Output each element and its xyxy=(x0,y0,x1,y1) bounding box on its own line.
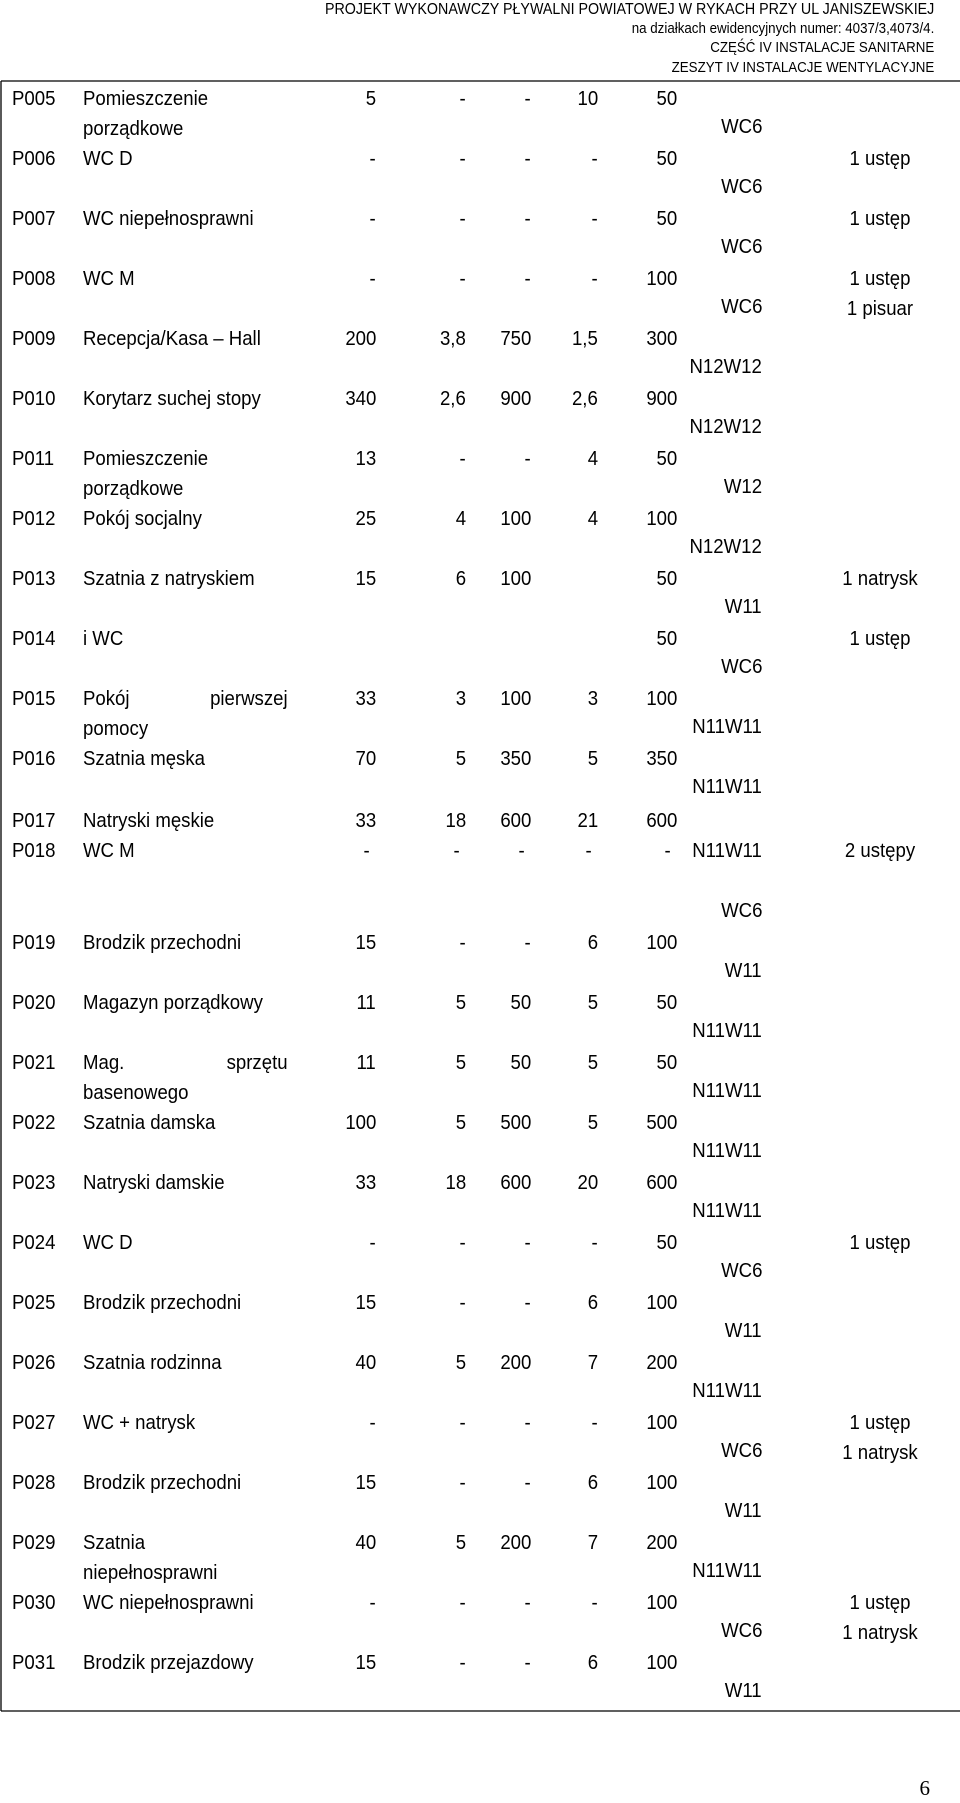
value-v5: 200 xyxy=(645,1532,677,1554)
value-v1: 13 xyxy=(355,448,376,470)
value-v2: 18 xyxy=(445,810,466,832)
value-v2: - xyxy=(459,1592,466,1614)
value-v5: 50 xyxy=(656,448,677,470)
value-v4: 2,6 xyxy=(572,388,598,410)
system-label: WC6 xyxy=(720,236,762,258)
room-name: Pomieszczenie xyxy=(83,88,209,110)
system-label: W11 xyxy=(725,1320,762,1342)
value-v1: - xyxy=(369,1412,376,1434)
value-v2: - xyxy=(459,1292,466,1314)
value-v1: - xyxy=(369,1232,376,1254)
value-v1: 5 xyxy=(365,88,376,110)
value-v4: 7 xyxy=(587,1352,598,1374)
room-id: P030 xyxy=(12,1592,56,1614)
value-v3: - xyxy=(524,1292,531,1314)
value-v3: - xyxy=(524,1592,531,1614)
room-name: Magazyn porządkowy xyxy=(83,992,263,1014)
value-v4: 3 xyxy=(587,688,598,710)
system-label: N11W11 xyxy=(692,1140,762,1162)
value-v5: 500 xyxy=(645,1112,677,1134)
system-label: WC6 xyxy=(720,900,762,922)
value-v4: - xyxy=(591,1412,598,1434)
value-v5: 50 xyxy=(656,1052,677,1074)
room-id: P007 xyxy=(12,208,56,230)
room-name: Szatnia xyxy=(83,1532,146,1554)
value-v1: - xyxy=(369,208,376,230)
fixture-note: 2 ustępy xyxy=(844,840,916,862)
header-parcel-line: na działkach ewidencyjnych numer: 4037/3,4073/4. xyxy=(631,20,934,37)
room-name: basenowego xyxy=(83,1082,189,1104)
value-v2: - xyxy=(459,448,466,470)
value-v2: 18 xyxy=(445,1172,466,1194)
room-name: pomocy xyxy=(83,718,149,740)
room-id: P020 xyxy=(12,992,56,1014)
value-v5: 100 xyxy=(645,1592,677,1614)
value-v2: - xyxy=(459,1652,466,1674)
value-v5: 50 xyxy=(656,88,677,110)
value-v3: 200 xyxy=(499,1352,531,1374)
value-v5: 100 xyxy=(645,1652,677,1674)
value-v1: 340 xyxy=(344,388,376,410)
value-v3: - xyxy=(524,148,531,170)
value-v4: - xyxy=(591,208,598,230)
value-v2: 5 xyxy=(455,1052,466,1074)
value-v3: - xyxy=(524,1232,531,1254)
room-id: P008 xyxy=(12,268,56,290)
page-number: 6 xyxy=(919,1776,930,1800)
value-v1: 15 xyxy=(355,1652,376,1674)
value-v3: 500 xyxy=(499,1112,531,1134)
room-id: P023 xyxy=(12,1172,56,1194)
system-label: N11W11 xyxy=(692,1200,762,1222)
value-v4: 6 xyxy=(587,1652,598,1674)
system-label: N11W11 xyxy=(692,716,762,738)
room-id: P027 xyxy=(12,1412,56,1434)
value-v2: 5 xyxy=(455,992,466,1014)
system-label: WC6 xyxy=(720,1260,762,1282)
value-v5: 100 xyxy=(645,268,677,290)
room-id: P031 xyxy=(12,1652,56,1674)
value-v4: 6 xyxy=(587,1472,598,1494)
value-dash: - xyxy=(585,840,592,862)
value-v5: 50 xyxy=(656,1232,677,1254)
fixture-note: 1 natrysk xyxy=(842,568,918,590)
value-v4: 7 xyxy=(587,1532,598,1554)
system-label: N12W12 xyxy=(689,536,762,558)
room-name: WC D xyxy=(83,148,133,170)
value-v3: 200 xyxy=(499,1532,531,1554)
value-v5: 100 xyxy=(645,1412,677,1434)
room-name: WC M xyxy=(83,268,135,290)
value-v2: - xyxy=(459,1412,466,1434)
value-v1: 100 xyxy=(344,1112,376,1134)
room-id: P009 xyxy=(12,328,56,350)
value-dash: - xyxy=(453,840,460,862)
value-v2: - xyxy=(459,1472,466,1494)
system-label: WC6 xyxy=(720,656,762,678)
value-v5: 50 xyxy=(656,628,677,650)
value-v1: 11 xyxy=(356,1052,376,1074)
room-name: Szatnia rodzinna xyxy=(83,1352,222,1374)
room-name: WC + natrysk xyxy=(83,1412,196,1434)
room-id: P018 xyxy=(12,840,56,862)
room-name: i WC xyxy=(83,628,124,650)
header-project-line: PROJEKT WYKONAWCZY PŁYWALNI POWIATOWEJ W RYKACH PRZY UL JANISZEWSKIEJ xyxy=(324,1,934,18)
system-label: N11W11 xyxy=(692,776,762,798)
value-dash: - xyxy=(518,840,525,862)
value-v2: - xyxy=(459,88,466,110)
room-name: Brodzik przechodni xyxy=(83,932,242,954)
value-dash: - xyxy=(664,840,671,862)
value-v1: 15 xyxy=(355,1472,376,1494)
system-label: W11 xyxy=(725,1500,762,1522)
value-v4: 1,5 xyxy=(572,328,598,350)
value-v5: 350 xyxy=(645,748,677,770)
value-v4: 21 xyxy=(577,810,598,832)
system-label: WC6 xyxy=(720,296,762,318)
value-v4: - xyxy=(591,268,598,290)
system-label: N11W11 xyxy=(692,1080,762,1102)
value-v5: 50 xyxy=(656,148,677,170)
fixture-note: 1 ustęp xyxy=(849,208,911,230)
room-id: P028 xyxy=(12,1472,56,1494)
value-v3: - xyxy=(524,932,531,954)
room-name: Natryski damskie xyxy=(83,1172,225,1194)
value-v4: - xyxy=(591,1592,598,1614)
room-name: Pokój socjalny xyxy=(83,508,202,530)
fixture-note: 1 pisuar xyxy=(846,298,914,320)
value-v3: - xyxy=(524,1652,531,1674)
room-name: Brodzik przechodni xyxy=(83,1292,242,1314)
value-v3: 900 xyxy=(499,388,531,410)
room-name: Szatnia męska xyxy=(83,748,205,770)
value-v2: 6 xyxy=(455,568,466,590)
value-v4: 5 xyxy=(587,1052,598,1074)
value-v1: 15 xyxy=(355,932,376,954)
value-v4: 5 xyxy=(587,748,598,770)
value-v2: 4 xyxy=(455,508,466,530)
value-v1: 200 xyxy=(344,328,376,350)
room-id: P010 xyxy=(12,388,56,410)
room-name: Pokój pierwszej xyxy=(83,688,288,710)
value-v5: 100 xyxy=(645,688,677,710)
value-v5: 100 xyxy=(645,508,677,530)
system-label: WC6 xyxy=(720,1620,762,1642)
value-v3: - xyxy=(524,1472,531,1494)
value-v2: 5 xyxy=(455,1352,466,1374)
room-name: Recepcja/Kasa – Hall xyxy=(83,328,261,350)
room-name: porządkowe xyxy=(83,118,184,140)
value-v1: 15 xyxy=(355,1292,376,1314)
system-label: W12 xyxy=(723,476,762,498)
value-v5: 100 xyxy=(645,932,677,954)
room-id: P022 xyxy=(12,1112,56,1134)
document-header xyxy=(325,0,934,78)
system-label: N11W11 xyxy=(692,840,762,862)
header-volume-line: ZESZYT IV INSTALACJE WENTYLACYJNE xyxy=(671,59,934,76)
room-id: P029 xyxy=(12,1532,56,1554)
system-label: WC6 xyxy=(720,116,762,138)
value-dash: - xyxy=(363,840,370,862)
room-id: P011 xyxy=(12,448,55,470)
room-id: P017 xyxy=(12,810,56,832)
value-v2: 5 xyxy=(455,1532,466,1554)
system-label: WC6 xyxy=(720,1440,762,1462)
fixture-note: 1 natrysk xyxy=(842,1442,918,1464)
fixture-note: 1 ustęp xyxy=(849,1232,911,1254)
value-v1: 40 xyxy=(355,1352,376,1374)
value-v2: 3 xyxy=(455,688,466,710)
value-v5: 50 xyxy=(656,208,677,230)
value-v2: - xyxy=(459,148,466,170)
room-id: P015 xyxy=(12,688,56,710)
value-v2: 5 xyxy=(455,748,466,770)
value-v5: 600 xyxy=(645,1172,677,1194)
room-id: P016 xyxy=(12,748,56,770)
value-v5: 50 xyxy=(656,568,677,590)
value-v5: 900 xyxy=(645,388,677,410)
value-v3: - xyxy=(524,208,531,230)
value-v3: 350 xyxy=(499,748,531,770)
system-label: W11 xyxy=(725,1680,762,1702)
value-v3: - xyxy=(524,1412,531,1434)
value-v3: 50 xyxy=(510,1052,531,1074)
value-v3: 100 xyxy=(499,508,531,530)
room-id: P013 xyxy=(12,568,56,590)
header-part-line: CZĘŚĆ IV INSTALACJE SANITARNE xyxy=(709,40,934,56)
system-label: N12W12 xyxy=(689,416,762,438)
fixture-note: 1 ustęp xyxy=(849,1412,911,1434)
value-v1: 70 xyxy=(355,748,376,770)
value-v3: 100 xyxy=(499,688,531,710)
room-name: WC niepełnosprawni xyxy=(83,1592,254,1614)
value-v5: 100 xyxy=(645,1472,677,1494)
value-v1: 15 xyxy=(355,568,376,590)
value-v1: 25 xyxy=(355,508,376,530)
value-v4: 20 xyxy=(577,1172,598,1194)
room-name: Brodzik przejazdowy xyxy=(83,1652,254,1674)
value-v3: - xyxy=(524,268,531,290)
fixture-note: 1 ustęp xyxy=(849,148,911,170)
value-v1: 40 xyxy=(355,1532,376,1554)
value-v3: - xyxy=(524,88,531,110)
value-v2: - xyxy=(459,208,466,230)
value-v5: 100 xyxy=(645,1292,677,1314)
room-name: Brodzik przechodni xyxy=(83,1472,242,1494)
value-v5: 200 xyxy=(645,1352,677,1374)
value-v1: - xyxy=(369,148,376,170)
system-label: N12W12 xyxy=(689,356,762,378)
room-id: P024 xyxy=(12,1232,56,1254)
value-v4: 10 xyxy=(577,88,598,110)
value-v4: 6 xyxy=(587,1292,598,1314)
value-v2: - xyxy=(459,1232,466,1254)
room-id: P026 xyxy=(12,1352,56,1374)
fixture-note: 1 natrysk xyxy=(842,1622,918,1644)
room-id: P019 xyxy=(12,932,56,954)
value-v1: 11 xyxy=(356,992,376,1014)
room-name: Szatnia z natryskiem xyxy=(83,568,255,590)
room-id: P005 xyxy=(12,88,56,110)
room-id: P025 xyxy=(12,1292,56,1314)
system-label: N11W11 xyxy=(692,1560,762,1582)
value-v3: 750 xyxy=(499,328,531,350)
value-v5: 50 xyxy=(656,992,677,1014)
value-v4: 4 xyxy=(587,508,598,530)
value-v4: 6 xyxy=(587,932,598,954)
value-v4: 4 xyxy=(587,448,598,470)
room-name: Mag. sprzętu xyxy=(83,1052,288,1074)
value-v2: 2,6 xyxy=(440,388,466,410)
value-v3: 600 xyxy=(499,810,531,832)
room-id: P012 xyxy=(12,508,56,530)
value-v4: 5 xyxy=(587,992,598,1014)
system-label: W11 xyxy=(725,960,762,982)
fixture-note: 1 ustęp xyxy=(849,1592,911,1614)
value-v4: 5 xyxy=(587,1112,598,1134)
value-v3: 50 xyxy=(510,992,531,1014)
value-v1: 33 xyxy=(355,1172,376,1194)
room-name: niepełnosprawni xyxy=(83,1562,218,1584)
value-v5: 300 xyxy=(645,328,677,350)
value-v2: - xyxy=(459,932,466,954)
value-v3: 600 xyxy=(499,1172,531,1194)
value-v1: 33 xyxy=(355,810,376,832)
room-id: P006 xyxy=(12,148,56,170)
room-name: WC niepełnosprawni xyxy=(83,208,254,230)
system-label: W11 xyxy=(725,596,762,618)
system-label: WC6 xyxy=(720,176,762,198)
value-v3: - xyxy=(524,448,531,470)
value-v2: - xyxy=(459,268,466,290)
value-v4: - xyxy=(591,1232,598,1254)
room-name: WC M xyxy=(83,840,135,862)
room-name: Szatnia damska xyxy=(83,1112,216,1134)
system-label: N11W11 xyxy=(692,1380,762,1402)
value-v1: - xyxy=(369,1592,376,1614)
room-name: WC D xyxy=(83,1232,133,1254)
fixture-note: 1 ustęp xyxy=(849,628,911,650)
system-label: N11W11 xyxy=(692,1020,762,1042)
value-v1: 33 xyxy=(355,688,376,710)
value-v1: - xyxy=(369,268,376,290)
room-name: Korytarz suchej stopy xyxy=(83,388,261,410)
room-id: P021 xyxy=(12,1052,56,1074)
room-name: Natryski męskie xyxy=(83,810,215,832)
value-v2: 5 xyxy=(455,1112,466,1134)
value-v4: - xyxy=(591,148,598,170)
room-name: Pomieszczenie xyxy=(83,448,209,470)
room-id: P014 xyxy=(12,628,56,650)
value-v2: 3,8 xyxy=(440,328,466,350)
fixture-note: 1 ustęp xyxy=(849,268,911,290)
value-v3: 100 xyxy=(499,568,531,590)
room-name: porządkowe xyxy=(83,478,184,500)
value-v5: 600 xyxy=(645,810,677,832)
